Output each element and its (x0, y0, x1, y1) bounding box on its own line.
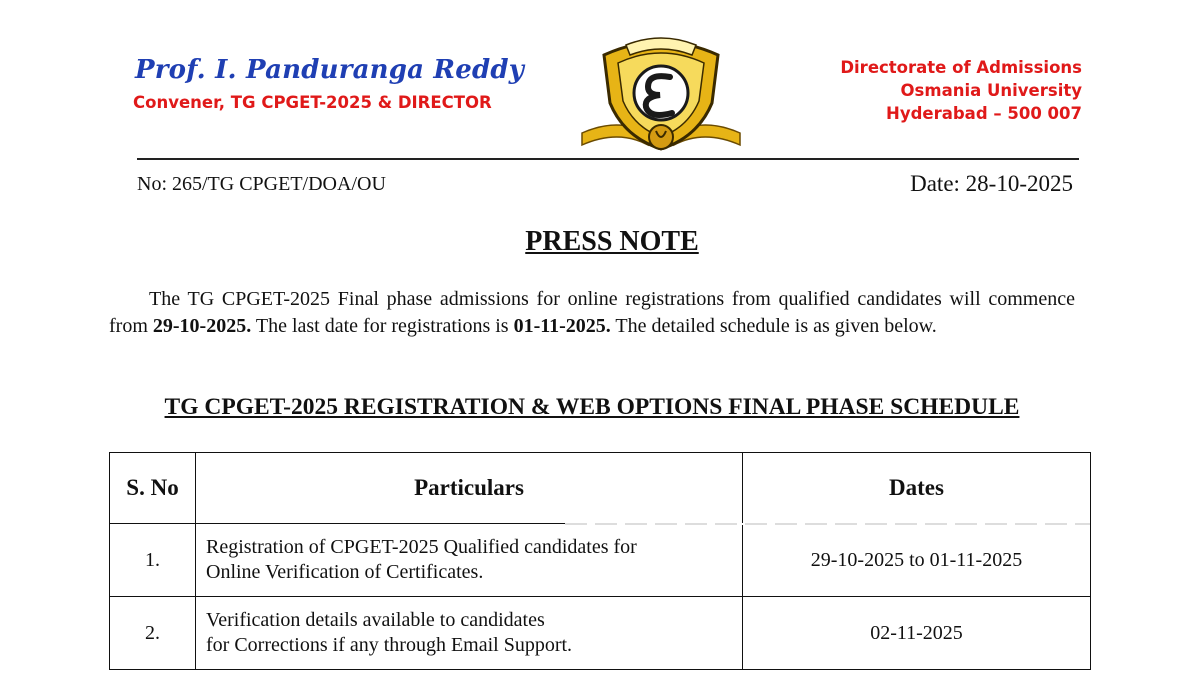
paragraph-text-1: The TG CPGET-2025 Final phase admissions for online registrations from qualified candidates will commence from (109, 288, 1075, 337)
directorate-line: Directorate of Admissions (840, 58, 1082, 77)
row-particulars (196, 597, 743, 670)
osmania-university-emblem-icon (578, 33, 744, 157)
paragraph-text-3: The detailed schedule is as given below. (610, 315, 937, 337)
registration-start-date: 29-10-2025. (152, 315, 252, 337)
schedule-title: TG CPGET-2025 REGISTRATION & WEB OPTIONS FINAL PHASE SCHEDULE (164, 394, 1020, 420)
row-dates: 02-11-2025 (743, 597, 1091, 670)
row-particulars (196, 524, 743, 597)
press-note-title: PRESS NOTE (525, 226, 699, 257)
convener-role: Convener, TG CPGET-2025 & DIRECTOR (133, 93, 492, 112)
directorate-address (840, 56, 1082, 125)
header-particulars: Particulars (196, 453, 743, 524)
paragraph-text-2: The last date for registrations is (251, 315, 514, 337)
row-sno: 2. (110, 597, 196, 670)
scan-artifact-divider (565, 523, 1090, 525)
header-sno: S. No (110, 453, 196, 524)
row-sno: 1. (110, 524, 196, 597)
table-row (110, 524, 1091, 597)
table-row (110, 597, 1091, 670)
particulars-line: Verification details available to candidates (206, 609, 545, 631)
reference-number: No: 265/TG CPGET/DOA/OU (137, 173, 386, 195)
particulars-line: Registration of CPGET-2025 Qualified candidates for (206, 536, 637, 558)
registration-end-date: 01-11-2025. (513, 315, 611, 337)
table-header-row (110, 453, 1091, 524)
header-divider (137, 158, 1079, 160)
schedule-table (109, 452, 1091, 670)
row-dates: 29-10-2025 to 01-11-2025 (743, 524, 1091, 597)
reference-date: Date: 28-10-2025 (910, 171, 1073, 196)
particulars-line: Online Verification of Certificates. (206, 561, 484, 583)
press-note-paragraph (109, 286, 1075, 340)
particulars-line: for Corrections if any through Email Support. (206, 634, 573, 656)
university-line: Osmania University (900, 81, 1082, 100)
header-dates: Dates (743, 453, 1091, 524)
convener-name: Prof. I. Panduranga Reddy (135, 55, 525, 85)
city-pincode-line: Hyderabad – 500 007 (886, 104, 1082, 123)
